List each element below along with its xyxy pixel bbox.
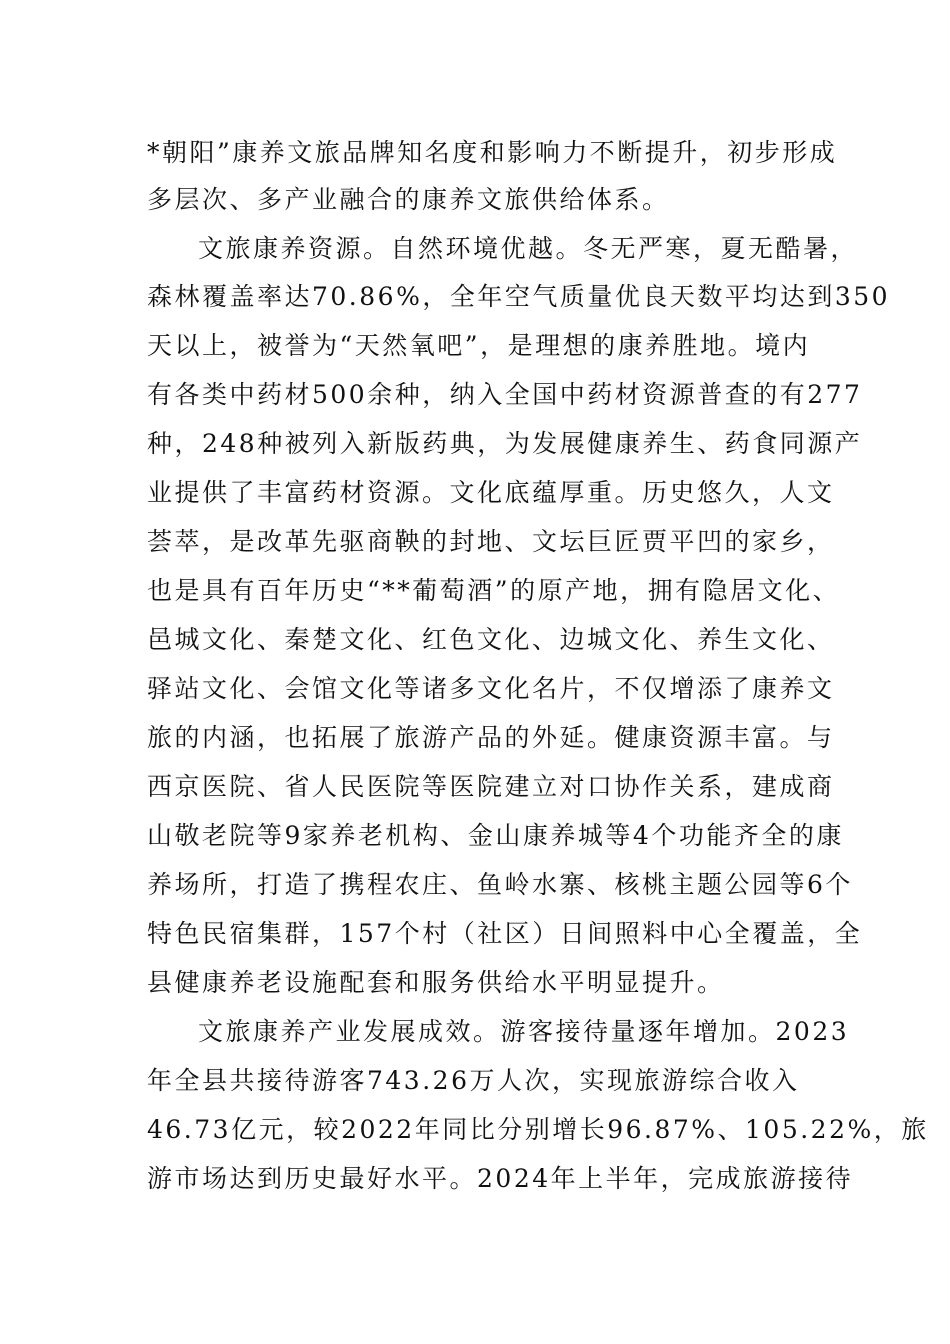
text-line: 驿站文化、会馆文化等诸多文化名片，不仅增添了康养文	[147, 674, 835, 703]
text-line: 旅的内涵，也拓展了旅游产品的外延。健康资源丰富。与	[147, 723, 835, 752]
text-line: 山敬老院等9家养老机构、金山康养城等4个功能齐全的康	[147, 821, 844, 850]
text-line: *朝阳”康养文旅品牌知名度和影响力不断提升，初步形成	[147, 138, 838, 167]
text-line: 西京医院、省人民医院等医院建立对口协作关系，建成商	[147, 772, 835, 801]
text-line: 种，248种被列入新版药典，为发展健康养生、药食同源产	[147, 429, 863, 458]
text-line: 年全县共接待游客743.26万人次，实现旅游综合收入	[147, 1066, 800, 1095]
text-line: 天以上，被誉为“天然氧吧”，是理想的康养胜地。境内	[147, 331, 811, 360]
text-line: 特色民宿集群，157个村（社区）日间照料中心全覆盖，全	[147, 919, 863, 948]
text-line: 森林覆盖率达70.86%，全年空气质量优良天数平均达到350	[147, 282, 891, 311]
text-line: 46.73亿元，较2022年同比分别增长96.87%、105.22%，旅	[147, 1115, 929, 1144]
text-line: 邑城文化、秦楚文化、红色文化、边城文化、养生文化、	[147, 625, 835, 654]
text-line: 养场所，打造了携程农庄、鱼岭水寨、核桃主题公园等6个	[147, 870, 853, 899]
text-line: 游市场达到历史最好水平。2024年上半年，完成旅游接待	[147, 1164, 854, 1193]
text-line: 有各类中药材500余种，纳入全国中药材资源普查的有277	[147, 380, 863, 409]
paragraph-first-line: 文旅康养产业发展成效。游客接待量逐年增加。2023	[198, 1017, 850, 1046]
text-line: 多层次、多产业融合的康养文旅供给体系。	[147, 185, 670, 214]
paragraph-first-line: 文旅康养资源。自然环境优越。冬无严寒，夏无酷暑，	[198, 234, 859, 263]
text-line: 县健康养老设施配套和服务供给水平明显提升。	[147, 968, 725, 997]
text-line: 业提供了丰富药材资源。文化底蕴厚重。历史悠久，人文	[147, 478, 835, 507]
text-line: 也是具有百年历史“**葡萄酒”的原产地，拥有隐居文化、	[147, 576, 841, 605]
text-line: 荟萃，是改革先驱商鞅的封地、文坛巨匠贾平凹的家乡，	[147, 527, 835, 556]
